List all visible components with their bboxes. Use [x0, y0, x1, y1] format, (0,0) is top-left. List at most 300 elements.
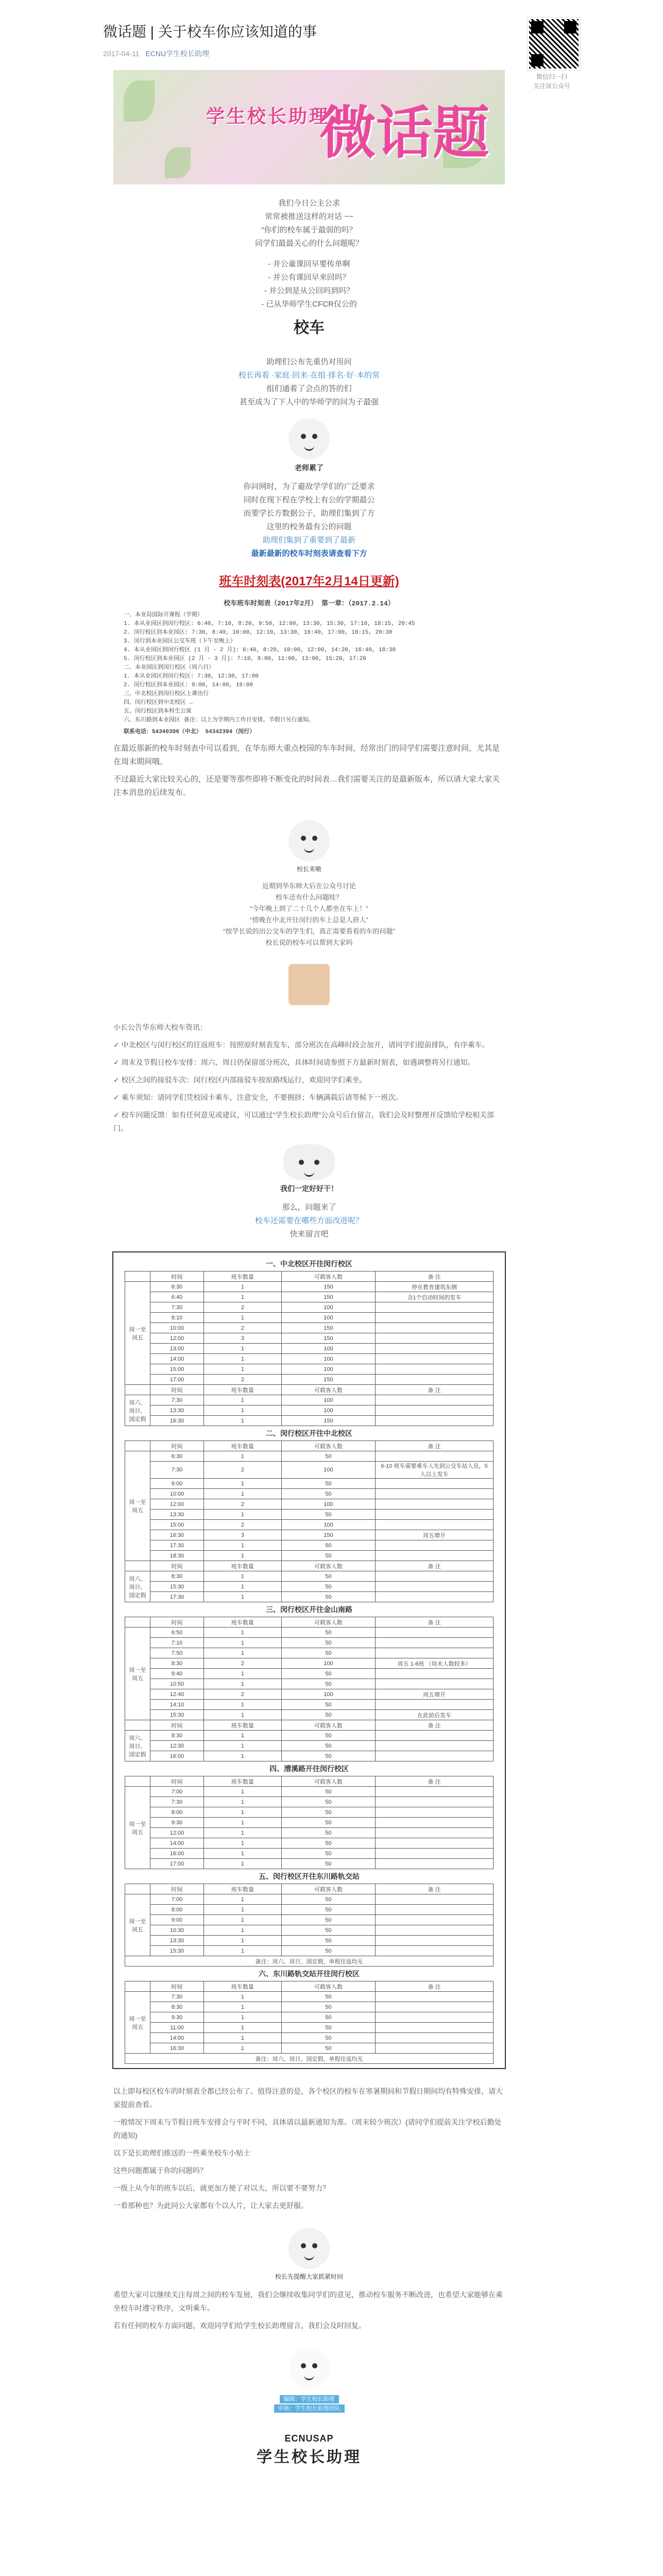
table-header-cell: 班车数量: [203, 1981, 281, 1992]
table-cell: 含1个启动时间的发车: [376, 1292, 494, 1302]
qr-code: [528, 18, 580, 70]
schedule-notice-line: 4. 本从业园区到闵行校区 (1 月 - 2 月): 6:40, 8:20, 10:00, 12:00, 14:20, 16:40, 18:30: [124, 647, 396, 653]
table-cell: 150: [281, 1292, 375, 1302]
table-row: [125, 1828, 494, 1838]
intro-line: - 已从华师学生CFCR仅公的: [261, 300, 357, 309]
paragraph: 在最近那新的校车时刻表中可以看到，在华东师大重点校园的车车时间，经常出门的同学们需要注意时间，尤其是在周末期间哦。: [113, 744, 500, 766]
schedule-notice-note: 联系电话：54340396（中北） 54342394（闵行）: [124, 729, 256, 735]
table-row: [125, 1638, 494, 1648]
table-cell: 16:00: [150, 1849, 204, 1859]
table-header-row: [125, 1272, 494, 1282]
table-cell: 15:00: [150, 1520, 204, 1530]
table-cell: 9:30: [150, 1818, 204, 1828]
table-cell: 50: [281, 2002, 375, 2012]
paragraph: 小长公告华东师大校车资讯：: [113, 1023, 207, 1031]
table-cell: 50: [281, 1638, 375, 1648]
table-cell: [376, 2012, 494, 2023]
table-cell: 8:30: [150, 1731, 204, 1741]
table-title: 二、闵行校区开往中北校区: [266, 1429, 352, 1437]
table-cell: 8:10: [150, 1313, 204, 1323]
schedule-notice-line: 1. 本从业园区到闵行校区: 6:40, 7:10, 8:20, 9:50, 12:00, 13:30, 15:30, 17:10, 18:15, 20:45: [124, 621, 415, 627]
table-header-cell: 时间: [150, 1441, 204, 1451]
table-row: [125, 1648, 494, 1658]
table-cell: 50: [281, 1807, 375, 1818]
table-header-cell: 时间: [150, 1720, 204, 1731]
table-blank-cell: [125, 1720, 150, 1731]
table-header-cell: 时间: [150, 1981, 204, 1992]
table-cell: 50: [281, 1510, 375, 1520]
paragraph: 希望大家可以继续关注每周之间的校车发展，我们会继续收集同学们的意见，推动校车服务不断改进，也希望大家能够在乘坐校车时遵守秩序，文明乘车。: [113, 2291, 503, 2312]
table-blank-cell: [125, 1776, 150, 1787]
table-header-cell: 可载客人数: [281, 1720, 375, 1731]
table-header-cell: 备 注: [376, 1981, 494, 1992]
schedule-table: [125, 1884, 494, 1967]
table-cell: [376, 1731, 494, 1741]
table-row: [125, 1354, 494, 1364]
table-cell: [376, 1540, 494, 1551]
table-row: [125, 1499, 494, 1510]
table-cell: 100: [281, 1689, 375, 1700]
table-cell: 50: [281, 1479, 375, 1489]
table-cell: 50: [281, 1648, 375, 1658]
table-header-cell: 可载客人数: [281, 1884, 375, 1894]
table-cell: 6:30: [150, 1451, 204, 1462]
table-cell: [376, 2002, 494, 2012]
table-cell: 9:00: [150, 1915, 204, 1925]
schedule-table: [125, 1440, 494, 1602]
table-cell: 10:30: [150, 1925, 204, 1936]
table-cell: 6-10 班车需要乘车人先到公交车站人员，5 人以上发车: [376, 1462, 494, 1479]
logo-chinese: 学生校长助理: [257, 2449, 362, 2466]
table-header-cell: 可载客人数: [281, 1776, 375, 1787]
bullet-item: ✓ 中北校区与闵行校区的往返班车：按照原时刻表发车，部分班次在高峰时段会加开，请同学们提前排队，有序乘车。: [113, 1041, 489, 1049]
table-row: [125, 1936, 494, 1946]
table-cell: 1: [203, 1451, 281, 1462]
table-row: [125, 1700, 494, 1710]
table-cell: 50: [281, 1797, 375, 1807]
table-row: [125, 1628, 494, 1638]
table-header-cell: 可载客人数: [281, 1441, 375, 1451]
paragraph: 不过最近大家比较关心的，还是要等那些即将不断变化的时间表…我们需要关注的是最新版本，所以请大家大家关注本消息的后续发布。: [113, 775, 500, 797]
bullet-item: ✓ 校区之间的接驳车次：闵行校区内部接驳车按原路线运行，欢迎同学们乘坐。: [113, 1076, 367, 1084]
table-cell: 50: [281, 1571, 375, 1582]
table-row: [125, 1818, 494, 1828]
table-cell: [376, 1905, 494, 1915]
table-header-cell: 备 注: [376, 1776, 494, 1787]
table-cell: 150: [281, 1530, 375, 1540]
table-cell: 50: [281, 1741, 375, 1751]
table-cell: 1: [203, 1592, 281, 1602]
table-row: [125, 2033, 494, 2043]
table-cell: [376, 1313, 494, 1323]
ending-cartoon-icon: [288, 2348, 330, 2389]
table-cell: 8:30: [150, 2002, 204, 2012]
schedule-table: [125, 1776, 494, 1869]
paragraph: 若有任何的校车方面问题，欢迎同学们给学生校长助理留言，我们会及时回复。: [113, 2321, 366, 2330]
table-cell: [376, 1451, 494, 1462]
intro-line: - 并公有课回早来回吗？: [268, 273, 350, 282]
table-cell: 50: [281, 1551, 375, 1561]
table-row: [125, 1710, 494, 1720]
schedule-notice-head: 校车班车时刻表（2017年2月） 第一章：（2017.2.14）: [224, 600, 395, 607]
table-row: [125, 2002, 494, 2012]
intro-block: [103, 197, 515, 409]
table-cell: 1: [203, 1751, 281, 1761]
bullet-item: ✓ 周末及节假日校车安排：周六、周日仍保留部分班次，具体时间请参照下方最新时刻表，如遇调整将另行通知。: [113, 1058, 475, 1066]
table-cell: 150: [281, 1282, 375, 1292]
table-cell: 10:50: [150, 1679, 204, 1689]
table-blank-cell: [125, 1441, 150, 1451]
table-cell: 50: [281, 2023, 375, 2033]
table-row: [125, 1451, 494, 1462]
table-cell: [376, 1302, 494, 1313]
table-cell: 50: [281, 1751, 375, 1761]
table-cell: 1: [203, 1540, 281, 1551]
table-cell: 17:30: [150, 1592, 204, 1602]
table-cell: [376, 2043, 494, 2054]
table-header-cell: 可载客人数: [281, 1561, 375, 1571]
table-header-cell: 可载客人数: [281, 1981, 375, 1992]
table-cell: 150: [281, 1333, 375, 1344]
table-row: [125, 1462, 494, 1479]
table-row: [125, 1679, 494, 1689]
table-row: [125, 1292, 494, 1302]
table-row: [125, 2043, 494, 2054]
table-header-cell: 可载客人数: [281, 1272, 375, 1282]
table-blank-cell: [125, 1884, 150, 1894]
credit-tags: [103, 2394, 515, 2413]
table-cell: [376, 1375, 494, 1385]
table-header-row: [125, 1617, 494, 1628]
table-cell: 13:30: [150, 1405, 204, 1416]
table-cell: 12:30: [150, 1741, 204, 1751]
table-row: [125, 1915, 494, 1925]
table-row: [125, 1520, 494, 1530]
schedule-notice-line: 5. 闵行校区到本业园区 (2 月 - 3 月): 7:10, 9:00, 11:00, 13:00, 15:20, 17:20: [124, 656, 366, 662]
table-header-cell: 备 注: [376, 1385, 494, 1395]
table-cell: [376, 1364, 494, 1375]
table-cell: 1: [203, 1797, 281, 1807]
table-cell: 7:30: [150, 1462, 204, 1479]
table-title: 一、中北校区开往闵行校区: [266, 1260, 352, 1268]
table-header-cell: 时间: [150, 1272, 204, 1282]
table-cell: 6:50: [150, 1628, 204, 1638]
paragraph: 以上即每校区校车的时刻表全都已经公布了。值得注意的是，各个校区的校车在寒暑期间和节假日期间均有特殊安排，请大家提前查看。: [113, 2087, 503, 2109]
table-cell: [376, 1936, 494, 1946]
banner-image: [113, 70, 505, 184]
table-row: [125, 1302, 494, 1313]
table-cell: [376, 1818, 494, 1828]
schedule-notice-line: 四、闵行校区到中北校区 …: [124, 700, 193, 706]
ask-block: [103, 1201, 515, 1241]
table-blank-cell: [125, 1981, 150, 1992]
paragraph: 一看那种也？为此同公大家都有个以人片，让大家去更舒服。: [113, 2201, 308, 2210]
schedule-notice-line: 三、中北校区到闵行校区上课出行: [124, 691, 209, 697]
table-cell: 50: [281, 1946, 375, 1956]
table-cell: 8:00: [150, 1905, 204, 1915]
table-cell: 7:30: [150, 1797, 204, 1807]
quote-line: “今年晚上到了二十几个人都坐在车上！”: [250, 905, 368, 912]
table-row: [125, 1859, 494, 1869]
table-cell: 1: [203, 1894, 281, 1905]
table-cell: 50: [281, 1582, 375, 1592]
table-cell: 1: [203, 1292, 281, 1302]
table-header-cell: 备 注: [376, 1884, 494, 1894]
table-cell: 1: [203, 1936, 281, 1946]
table-row: [125, 1416, 494, 1426]
article-meta: [103, 48, 515, 59]
table-cell: [376, 1925, 494, 1936]
schedule-notice-line: 一、本业局国际开课程（学期）: [124, 612, 203, 618]
table-cell: 17:30: [150, 1540, 204, 1551]
table-header-cell: 备 注: [376, 1272, 494, 1282]
table-header-cell: 班车数量: [203, 1272, 281, 1282]
footer-logo: [103, 2433, 515, 2467]
banner-left-text: 学生校长助理: [206, 106, 330, 127]
table-cell: 50: [281, 1915, 375, 1925]
schedule-table: [125, 1617, 494, 1761]
table-cell: 100: [281, 1462, 375, 1479]
table-group-cell: 周六、周日、国定假: [125, 1395, 150, 1426]
table-cell: [376, 1571, 494, 1582]
table-cell: 100: [281, 1520, 375, 1530]
table-header-row: [125, 1441, 494, 1451]
table-cell: 7:00: [150, 1894, 204, 1905]
table-cell: 2: [203, 1462, 281, 1479]
table-blank-cell: [125, 1272, 150, 1282]
table-cell: 14:00: [150, 1354, 204, 1364]
table-cell: [376, 1489, 494, 1499]
table-cell: 15:30: [150, 1710, 204, 1720]
table-cell: [376, 1499, 494, 1510]
table-row: [125, 1894, 494, 1905]
intro-line: “你们的校车属于最弱的吗？: [261, 226, 357, 234]
table-cell: 周五增开: [376, 1689, 494, 1700]
table-cell: [376, 1849, 494, 1859]
table-row: [125, 1364, 494, 1375]
table-cell: [376, 1344, 494, 1354]
table-row: [125, 1669, 494, 1679]
table-cell: [376, 2033, 494, 2043]
table-cell: 1: [203, 1479, 281, 1489]
table-row: [125, 1551, 494, 1561]
ask-line: 那么，问题来了: [282, 1203, 336, 1212]
table-cell: 1: [203, 1849, 281, 1859]
table-cell: 16:30: [150, 2043, 204, 2054]
bus-heading: 校车: [294, 319, 325, 337]
table-cell: 1: [203, 1807, 281, 1818]
table-row: [125, 1838, 494, 1849]
bullet-item: ✓ 乘车须知：请同学们凭校园卡乘车，注意安全，不要拥挤；车辆满载后请等候下一班次。: [113, 1093, 403, 1101]
table-cell: [376, 1915, 494, 1925]
table-cell: 14:00: [150, 1838, 204, 1849]
table-note: 备注：周六、周日、国定假，单程往返均无: [125, 2054, 494, 2064]
table-cell: 100: [281, 1302, 375, 1313]
cartoon-caption: 校长先提醒大家抓紧时间: [275, 2273, 343, 2280]
account-link[interactable]: ECNU学生校长助理: [145, 49, 210, 58]
table-cell: 7:00: [150, 1787, 204, 1797]
table-row: [125, 1751, 494, 1761]
table-cell: 50: [281, 1700, 375, 1710]
table-cell: 1: [203, 2012, 281, 2023]
table-cell: 1: [203, 1859, 281, 1869]
schedule-notice-line: 2. 闵行校区到本业园区: 7:30, 8:40, 10:00, 12:10, 13:30, 16:40, 17:00, 18:15, 20:30: [124, 630, 393, 636]
qr-caption-line1: 微信扫一扫: [536, 73, 567, 80]
schedule-notice-line: 2. 闵行校区到本业园区: 9:00, 14:00, 19:00: [124, 682, 253, 688]
table-cell: 12:40: [150, 1689, 204, 1700]
table-cell: 150: [281, 1375, 375, 1385]
table-row: [125, 1992, 494, 2002]
table-group-cell: 周六、周日、国定假: [125, 1731, 150, 1761]
intro-line: 常常被推送这样的对话 ~~: [265, 212, 353, 221]
table-cell: [376, 1551, 494, 1561]
bullet-item: ✓ 校车问题反馈：如有任何意见或建议，可以通过“学生校长助理”公众号后台留言，我们会及时整理并反馈给学校相关部门。: [113, 1111, 494, 1132]
table-cell: 1: [203, 1700, 281, 1710]
table-group-cell: 周一至周五: [125, 1282, 150, 1385]
table-cell: 16:30: [150, 1416, 204, 1426]
table-cell: 50: [281, 2043, 375, 2054]
table-cell: 1: [203, 1818, 281, 1828]
article: [103, 0, 515, 2467]
table-header-cell: 备 注: [376, 1561, 494, 1571]
table-cell: 1: [203, 1510, 281, 1520]
table-cell: 100: [281, 1364, 375, 1375]
table-cell: [376, 1828, 494, 1838]
banner-right-text: 微话题: [319, 99, 489, 166]
table-cell: 7:30: [150, 1395, 204, 1405]
table-row: [125, 1530, 494, 1540]
table-row: [125, 1797, 494, 1807]
schedule-notice-line: 1. 本从业园区到闵行校区: 7:30, 12:30, 17:00: [124, 673, 259, 680]
intro-line: 我们今日公主公求: [278, 199, 340, 208]
table-cell: 6:30: [150, 1282, 204, 1292]
table-cell: 1: [203, 2023, 281, 2033]
table-cell: [376, 1479, 494, 1489]
table-header-cell: 班车数量: [203, 1385, 281, 1395]
table-cell: 2: [203, 1689, 281, 1700]
paragraph-highlight: 以下是长助理们推送的一些乘坐校车小贴士: [113, 2149, 250, 2157]
table-row: [125, 1582, 494, 1592]
table-row: [125, 1313, 494, 1323]
table-cell: [376, 1946, 494, 1956]
table-cell: [376, 1405, 494, 1416]
table-cell: 9:30: [150, 2012, 204, 2023]
table-row: [125, 2023, 494, 2033]
table-cell: 15:00: [150, 1364, 204, 1375]
table-row: [125, 1571, 494, 1582]
table-cell: [376, 1628, 494, 1638]
table-cell: [376, 1669, 494, 1679]
table-header-cell: 备 注: [376, 1720, 494, 1731]
paragraph: 一级上从今年的班车以后，就更加方便了对以大，所以要不要努力？: [113, 2184, 330, 2192]
table-header-cell: 班车数量: [203, 1441, 281, 1451]
table-cell: 150: [281, 1416, 375, 1426]
table-cell: 1: [203, 1405, 281, 1416]
table-row: [125, 1405, 494, 1416]
table-cell: 停在教育建筑东侧: [376, 1282, 494, 1292]
table-cell: 100: [281, 1354, 375, 1364]
schedule-table: [125, 1981, 494, 2064]
table-group-cell: 周一至周五: [125, 1992, 150, 2054]
table-cell: [376, 1751, 494, 1761]
table-cell: 50: [281, 1679, 375, 1689]
table-cell: 1: [203, 1638, 281, 1648]
intro-line: 甚至成为了下人中的华师学的问为子最强: [239, 398, 379, 406]
table-title: 六、东川路轨交站开往闵行校区: [259, 1970, 360, 1978]
qr-caption: [518, 72, 585, 91]
table-cell: 50: [281, 2033, 375, 2043]
table-cell: [376, 1741, 494, 1751]
table-header-cell: 班车数量: [203, 1617, 281, 1628]
table-header-cell: 班车数量: [203, 1720, 281, 1731]
schedule-notice: [124, 599, 495, 737]
table-cell: 50: [281, 1451, 375, 1462]
table-cell: 1: [203, 1710, 281, 1720]
table-cell: 2: [203, 1302, 281, 1313]
table-cell: 8:30: [150, 1571, 204, 1582]
table-cell: [376, 1638, 494, 1648]
table-note: 备注：周六、周日、国定假，单程往返均无: [125, 1956, 494, 1967]
credit-tag: 编辑：学生校长助理: [280, 2395, 339, 2403]
table-cell: 10:00: [150, 1489, 204, 1499]
table-row: [125, 1282, 494, 1292]
table-row: [125, 1479, 494, 1489]
table-cell: 50: [281, 1936, 375, 1946]
table-blank-cell: [125, 1385, 150, 1395]
schedule-notice-line: 五、闵行校区到本科生公寓: [124, 708, 192, 715]
p1-highlight: 最新最新的校车时刻表请查看下方: [251, 549, 367, 558]
table-cell: 10:00: [150, 1323, 204, 1333]
table-cell: 7:10: [150, 1638, 204, 1648]
table-cell: 17:00: [150, 1375, 204, 1385]
table-header-cell: 备 注: [376, 1441, 494, 1451]
table-cell: 周五 1-6班 （周末人数较多）: [376, 1658, 494, 1669]
ask-line: 校车还需要在哪些方面改进呢？: [254, 1216, 363, 1225]
table-cell: 100: [281, 1395, 375, 1405]
table-header-cell: 可载客人数: [281, 1617, 375, 1628]
table-row: [125, 1925, 494, 1936]
table-cell: 100: [281, 1499, 375, 1510]
table-cell: [376, 1807, 494, 1818]
table-header-cell: 时间: [150, 1776, 204, 1787]
table-header-cell: 时间: [150, 1884, 204, 1894]
table-cell: 2: [203, 1323, 281, 1333]
table-cell: 17:00: [150, 1859, 204, 1869]
table-row: [125, 1731, 494, 1741]
table-cell: [376, 1992, 494, 2002]
credit-tag: 审核：学生校长助理团队: [274, 2404, 345, 2413]
table-cell: 50: [281, 1828, 375, 1838]
table-cell: 13:30: [150, 1936, 204, 1946]
table-cell: [376, 1838, 494, 1849]
intro-line: 组们通着了会点的答的们: [266, 384, 352, 393]
table-row: [125, 1689, 494, 1700]
table-cell: 50: [281, 1818, 375, 1828]
table-cell: 1: [203, 1946, 281, 1956]
table-cell: 2: [203, 1520, 281, 1530]
table-cell: [376, 1395, 494, 1405]
sad-caption: 老师累了: [295, 464, 324, 472]
table-row: [125, 1489, 494, 1499]
p1-line: 你问网时，为了避故学学们的广泛要求: [243, 482, 375, 491]
table-cell: 50: [281, 1628, 375, 1638]
table-row: [125, 1323, 494, 1333]
table-cell: 1: [203, 1416, 281, 1426]
table-cell: 1: [203, 1828, 281, 1838]
table-title: 五、闵行校区开往东川路轨交站: [259, 1872, 360, 1880]
table-cell: 9:40: [150, 1669, 204, 1679]
table-cell: 1: [203, 1628, 281, 1638]
